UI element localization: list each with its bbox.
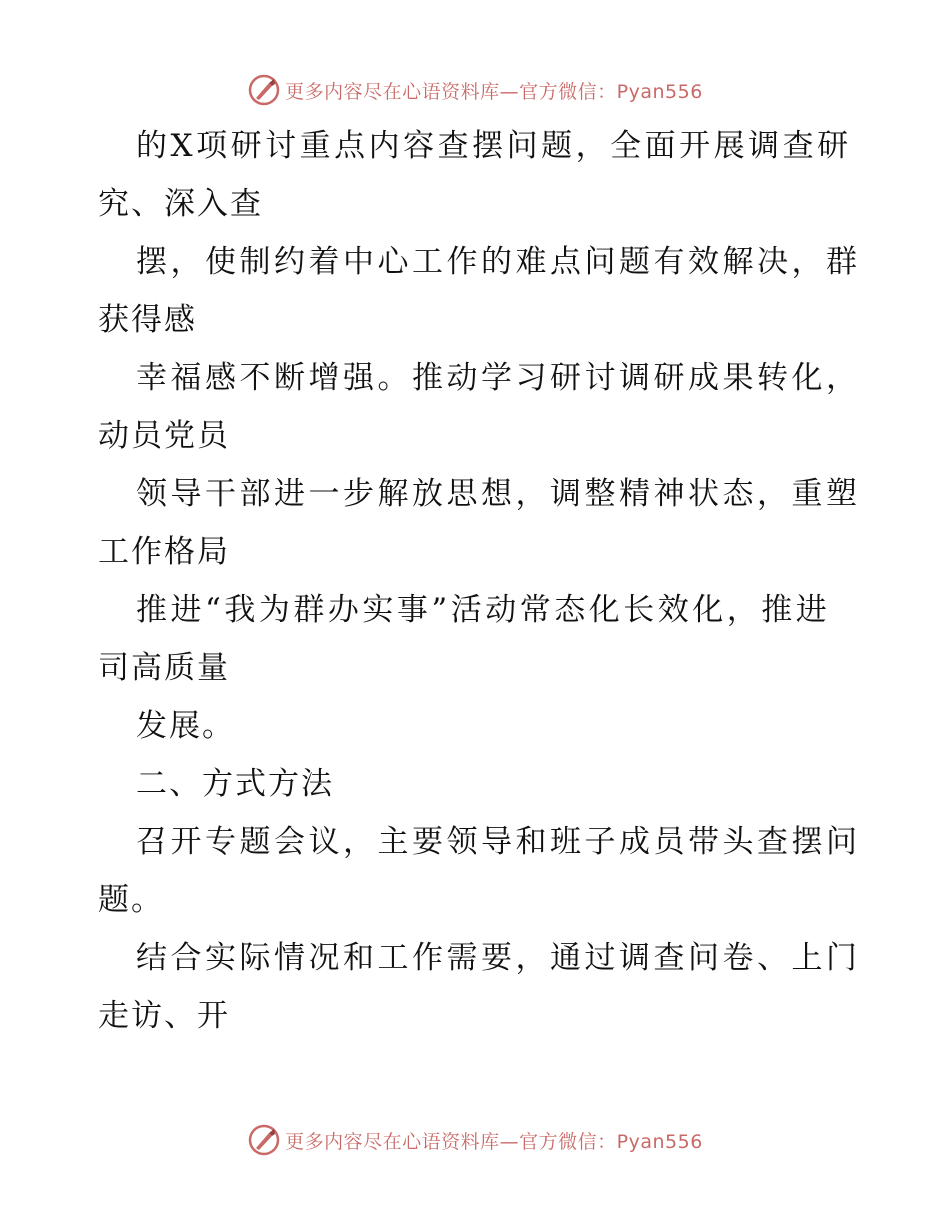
text-line: 工作格局 bbox=[98, 534, 230, 570]
text-line: 召开专题会议，主要领导和班子成员带头查摆问 bbox=[136, 824, 861, 860]
text-line: 走访、开 bbox=[98, 998, 230, 1034]
section-heading: 二、方式方法 bbox=[136, 766, 334, 802]
text-line: 获得感 bbox=[98, 302, 197, 338]
text-line: 摆，使制约着中心工作的难点问题有效解决，群 bbox=[136, 244, 861, 280]
watermark-text: 更多内容尽在心语资料库—官方微信：Pyan556 bbox=[285, 1130, 703, 1153]
text-line: 发展。 bbox=[136, 708, 235, 744]
text-line: 推进“我为群办实事”活动常态化长效化，推进 bbox=[136, 592, 831, 628]
text-line: 究、深入查 bbox=[98, 186, 263, 222]
text-line: 动员党员 bbox=[98, 418, 230, 454]
text-line: 题。 bbox=[98, 882, 164, 918]
text-line: 的X项研讨重点内容查摆问题，全面开展调查研 bbox=[136, 128, 852, 164]
text-line: 领导干部进一步解放思想，调整精神状态，重塑 bbox=[136, 476, 861, 512]
header-watermark bbox=[0, 70, 950, 110]
pen-feather-icon bbox=[247, 1123, 281, 1157]
pen-feather-icon bbox=[247, 73, 281, 107]
document-body bbox=[98, 117, 861, 1045]
watermark-text: 更多内容尽在心语资料库—官方微信：Pyan556 bbox=[285, 80, 703, 103]
text-line: 幸福感不断增强。推动学习研讨调研成果转化， bbox=[136, 360, 861, 396]
text-line: 司高质量 bbox=[98, 650, 230, 686]
footer-watermark bbox=[0, 1120, 950, 1160]
text-line: 结合实际情况和工作需要，通过调查问卷、上门 bbox=[136, 940, 861, 976]
